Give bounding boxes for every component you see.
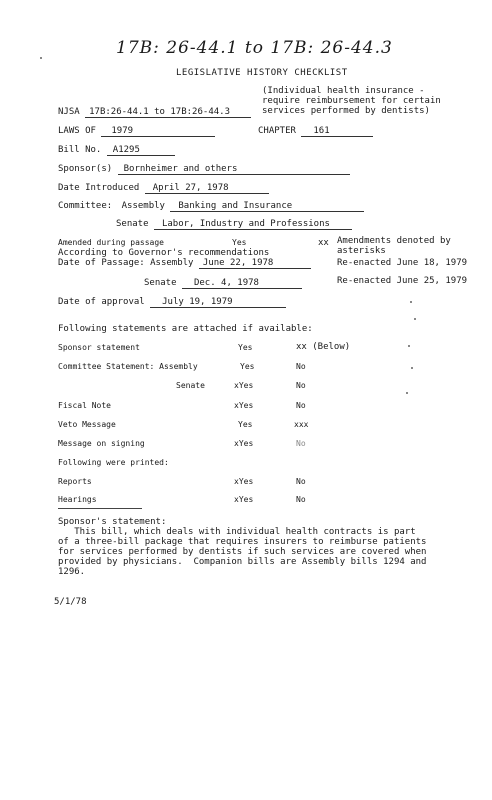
statement-yes: xYes — [234, 401, 254, 410]
sponsor-statement-line: This bill, which deals with individual health contracts is part — [58, 527, 416, 537]
reenacted-line-1: Re-enacted June 18, 1979 — [337, 258, 468, 268]
date-of-passage-label: Date of Passage: — [58, 258, 145, 268]
approval-label: Date of approval — [58, 297, 145, 307]
njsa-value: 17B:26-44.1 to 17B:26-44.3 — [85, 107, 251, 118]
passage-assembly-label: Assembly — [150, 258, 194, 268]
committee-assembly-label: Assembly — [121, 201, 165, 211]
scan-speck — [40, 57, 42, 59]
passage-assembly-field — [58, 258, 311, 269]
statement-no: xx (Below) — [296, 342, 351, 352]
bill-no-field — [58, 145, 175, 156]
bill-no-label: Bill No. — [58, 145, 102, 155]
laws-of-value: 1979 — [101, 126, 215, 137]
committee-assembly-field — [58, 201, 364, 212]
statement-yes: xYes — [234, 381, 254, 390]
form-title: LEGISLATIVE HISTORY CHECKLIST — [176, 68, 348, 78]
governor-recommendations-label: According to Governor's recommendations — [58, 248, 270, 258]
statement-label: Sponsor statement — [58, 343, 140, 352]
committee-senate-label: Senate — [116, 219, 149, 229]
divider-line — [58, 508, 142, 509]
sponsor-statement-line: of a three-bill package that requires insurers to reimburse patients — [58, 537, 427, 547]
asterisk-note-line: Amendments denoted by — [337, 236, 451, 246]
bill-no-value: A1295 — [107, 145, 175, 156]
statement-no: xxx — [294, 420, 309, 429]
statement-label: Committee Statement: Assembly — [58, 362, 198, 371]
printed-no: No — [296, 495, 306, 504]
chapter-label: CHAPTER — [258, 126, 296, 136]
statements-header: Following statements are attached if available: — [58, 324, 313, 334]
statement-no: No — [296, 362, 306, 371]
statement-yes: Yes — [238, 420, 253, 429]
description-line: require reimbursement for certain — [262, 96, 441, 106]
chapter-value: 161 — [301, 126, 373, 137]
passage-senate-date: Dec. 4, 1978 — [182, 278, 302, 289]
sponsors-value: Bornheimer and others — [118, 164, 350, 175]
description-line: (Individual health insurance - — [262, 86, 425, 96]
laws-of-field — [58, 126, 215, 137]
sponsor-statement-line: provided by physicians. Companion bills are Assembly bills 1294 and — [58, 557, 427, 567]
handwritten-title: 17B: 26-44.1 to 17B: 26-44.3 — [116, 38, 393, 58]
statement-label: Veto Message — [58, 420, 116, 429]
printed-label: Reports — [58, 477, 92, 486]
amended-label: Amended during passage — [58, 238, 164, 247]
statement-label: Message on signing — [58, 439, 145, 448]
scan-speck — [408, 345, 410, 347]
scan-speck — [410, 301, 412, 303]
bill-description — [262, 86, 441, 116]
statement-no: No — [296, 381, 306, 390]
approval-value: July 19, 1979 — [150, 297, 286, 308]
printed-no: No — [296, 477, 306, 486]
printed-yes: xYes — [234, 495, 254, 504]
committee-senate-field — [116, 219, 352, 230]
committee-label: Committee: — [58, 201, 113, 211]
scan-speck — [414, 318, 416, 320]
printed-header: Following were printed: — [58, 458, 169, 467]
sponsor-statement-heading: Sponsor's statement: — [58, 517, 167, 527]
reenacted-line-2: Re-enacted June 25, 1979 — [337, 276, 468, 286]
statement-yes: xYes — [234, 439, 254, 448]
sponsor-statement — [58, 517, 426, 577]
footer-initials: 5/1/78 — [54, 597, 87, 607]
amended-yes: Yes — [232, 238, 247, 247]
committee-assembly-value: Banking and Insurance — [170, 201, 364, 212]
approval-field — [58, 297, 286, 308]
date-introduced-value: April 27, 1978 — [145, 183, 269, 194]
date-introduced-label: Date Introduced — [58, 183, 140, 193]
sponsor-statement-line: for services performed by dentists if such services are covered when — [58, 547, 427, 557]
sponsors-label: Sponsor(s) — [58, 164, 113, 174]
asterisk-note-line: asterisks — [337, 246, 386, 256]
printed-label: Hearings — [58, 495, 97, 504]
passage-senate-field — [144, 278, 302, 289]
passage-assembly-date: June 22, 1978 — [199, 258, 311, 269]
scan-speck — [411, 367, 413, 369]
amendments-note — [337, 236, 451, 256]
passage-senate-label: Senate — [144, 278, 177, 288]
statement-no: No — [296, 439, 306, 448]
printed-yes: xYes — [234, 477, 254, 486]
sponsor-statement-line: 1296. — [58, 567, 86, 577]
sponsors-field — [58, 164, 350, 175]
laws-of-label: LAWS OF — [58, 126, 96, 136]
scan-speck — [406, 392, 408, 394]
amended-no-crossed: xx — [318, 238, 329, 248]
njsa-field — [58, 107, 251, 118]
committee-senate-value: Labor, Industry and Professions — [154, 219, 352, 230]
statement-yes: Yes — [240, 362, 255, 371]
statement-yes: Yes — [238, 343, 253, 352]
chapter-field — [258, 126, 373, 137]
date-introduced-field — [58, 183, 269, 194]
statement-label: Fiscal Note — [58, 401, 111, 410]
statement-no: No — [296, 401, 306, 410]
description-line: services performed by dentists) — [262, 106, 430, 116]
njsa-label: NJSA — [58, 107, 80, 117]
statement-label: Senate — [176, 381, 205, 390]
